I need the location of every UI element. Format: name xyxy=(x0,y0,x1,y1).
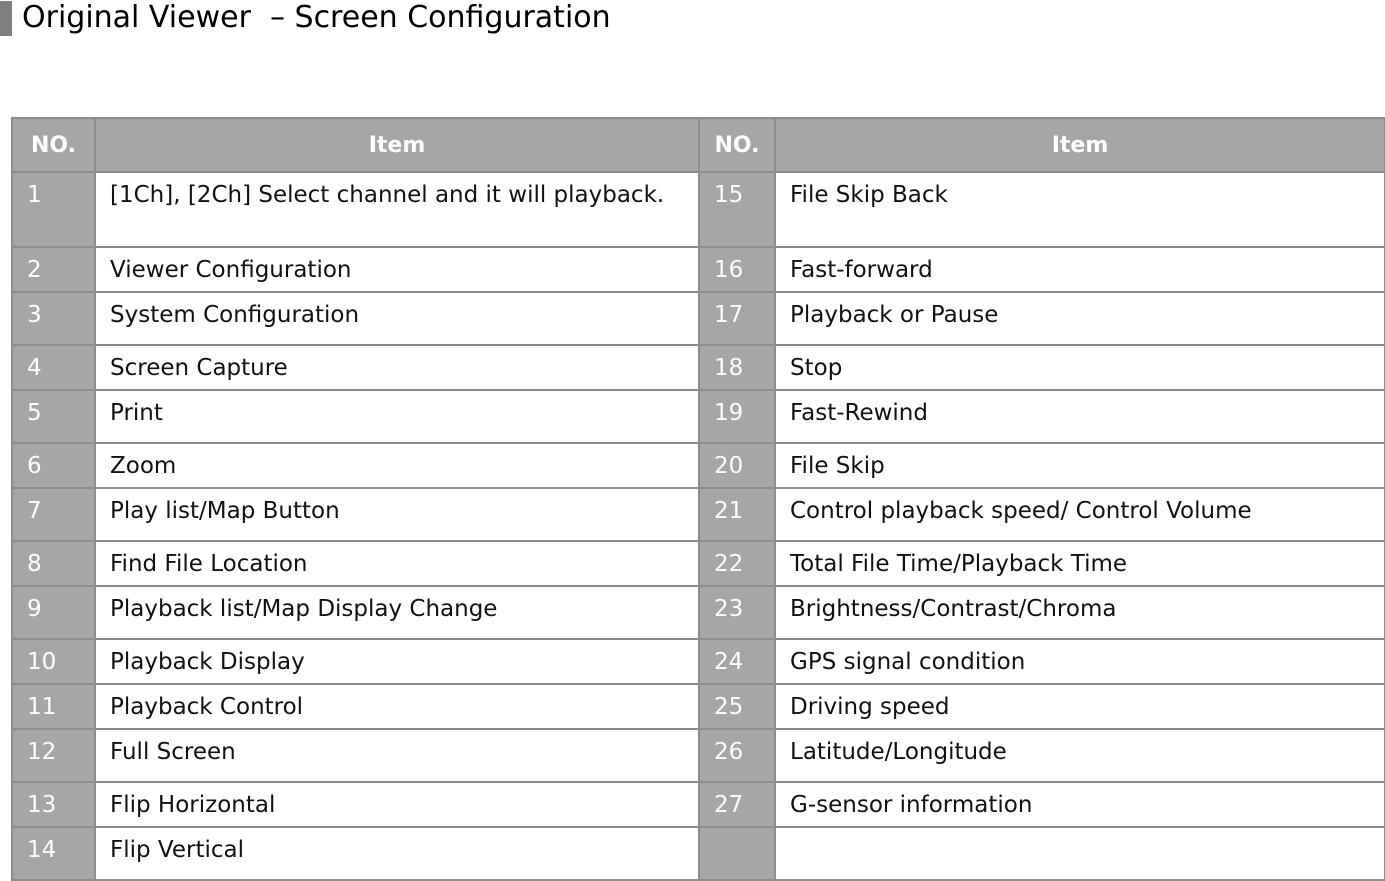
table-row xyxy=(12,390,1385,443)
row-item-right: File Skip xyxy=(790,453,885,479)
row-number-left-cell xyxy=(12,292,95,345)
row-number-left: 7 xyxy=(27,498,42,524)
row-number-left: 14 xyxy=(27,837,57,863)
row-number-left-cell xyxy=(12,827,95,880)
page-title-block xyxy=(0,0,611,36)
row-item-left-cell xyxy=(95,172,699,247)
row-item-right-cell xyxy=(775,443,1385,488)
row-item-left: Viewer Configuration xyxy=(110,257,352,283)
row-item-left: Print xyxy=(110,400,163,426)
row-number-right-cell xyxy=(699,443,775,488)
row-number-right-cell xyxy=(699,390,775,443)
header-item-right: Item xyxy=(775,118,1385,172)
row-item-left: Playback list/Map Display Change xyxy=(110,596,498,622)
row-number-right: 27 xyxy=(714,792,744,818)
row-number-right: 17 xyxy=(714,302,744,328)
row-number-right-cell xyxy=(699,729,775,782)
row-number-right-cell xyxy=(699,541,775,586)
row-item-right-cell xyxy=(775,827,1385,880)
title-accent-bar xyxy=(0,1,12,36)
row-item-left-cell xyxy=(95,345,699,390)
row-item-left: Zoom xyxy=(110,453,177,479)
row-item-right-cell xyxy=(775,172,1385,247)
row-item-left-cell xyxy=(95,247,699,292)
table-row xyxy=(12,172,1385,247)
row-number-left-cell xyxy=(12,639,95,684)
row-number-left: 11 xyxy=(27,694,57,720)
row-item-left-cell xyxy=(95,443,699,488)
row-item-left: Find File Location xyxy=(110,551,308,577)
row-number-left-cell xyxy=(12,729,95,782)
row-number-left: 4 xyxy=(27,355,42,381)
row-item-right: Fast-forward xyxy=(790,257,933,283)
row-number-right: 16 xyxy=(714,257,744,283)
row-number-left: 12 xyxy=(27,739,57,765)
row-number-right: 19 xyxy=(714,400,744,426)
row-item-right: Latitude/Longitude xyxy=(790,739,1007,765)
row-number-right: 15 xyxy=(714,182,744,208)
row-number-right: 22 xyxy=(714,551,744,577)
row-number-left: 13 xyxy=(27,792,57,818)
row-number-left-cell xyxy=(12,541,95,586)
row-number-right-cell xyxy=(699,782,775,827)
row-item-right: GPS signal condition xyxy=(790,649,1026,675)
row-item-right-cell xyxy=(775,639,1385,684)
row-item-right xyxy=(790,828,1384,837)
row-number-right: 25 xyxy=(714,694,744,720)
row-number-left-cell xyxy=(12,586,95,639)
row-item-left: Screen Capture xyxy=(110,355,288,381)
table-row xyxy=(12,684,1385,729)
row-item-right: File Skip Back xyxy=(790,182,948,208)
row-number-right: 26 xyxy=(714,739,744,765)
row-item-right-cell xyxy=(775,292,1385,345)
table-row xyxy=(12,292,1385,345)
row-item-right-cell xyxy=(775,729,1385,782)
row-item-right: Fast-Rewind xyxy=(790,400,928,426)
table-row xyxy=(12,782,1385,827)
row-item-left: Playback Control xyxy=(110,694,304,720)
table-row xyxy=(12,729,1385,782)
row-item-left-cell xyxy=(95,390,699,443)
row-item-left-cell xyxy=(95,684,699,729)
row-number-right-cell xyxy=(699,247,775,292)
row-number-right-cell xyxy=(699,292,775,345)
row-number-right-cell xyxy=(699,586,775,639)
row-item-right: Driving speed xyxy=(790,694,950,720)
row-item-left: Flip Vertical xyxy=(110,837,245,863)
row-number-right-cell xyxy=(699,172,775,247)
row-item-left: Playback Display xyxy=(110,649,305,675)
row-item-left-cell xyxy=(95,729,699,782)
row-number-right: 21 xyxy=(714,498,744,524)
row-number-right: 24 xyxy=(714,649,744,675)
row-item-left-cell xyxy=(95,488,699,541)
row-item-left: System Configuration xyxy=(110,302,360,328)
row-item-left: Flip Horizontal xyxy=(110,792,276,818)
row-number-left-cell xyxy=(12,443,95,488)
row-item-left-cell xyxy=(95,639,699,684)
row-number-right: 20 xyxy=(714,453,744,479)
row-number-left-cell xyxy=(12,345,95,390)
row-number-left: 8 xyxy=(27,551,42,577)
row-number-right-cell xyxy=(699,827,775,880)
row-number-left-cell xyxy=(12,488,95,541)
row-number-right-cell xyxy=(699,684,775,729)
row-item-right-cell xyxy=(775,247,1385,292)
table-row xyxy=(12,541,1385,586)
table-row xyxy=(12,639,1385,684)
row-item-left-cell xyxy=(95,292,699,345)
row-number-left-cell xyxy=(12,782,95,827)
table-row xyxy=(12,488,1385,541)
row-number-left-cell xyxy=(12,172,95,247)
row-item-right: Brightness/Contrast/Chroma xyxy=(790,596,1117,622)
row-number-left-cell xyxy=(12,247,95,292)
row-number-left-cell xyxy=(12,390,95,443)
row-number-left-cell xyxy=(12,684,95,729)
table-body xyxy=(12,172,1385,880)
row-number-left: 2 xyxy=(27,257,42,283)
table-row xyxy=(12,247,1385,292)
table-row xyxy=(12,443,1385,488)
row-number-right: 23 xyxy=(714,596,744,622)
row-number-right-cell xyxy=(699,488,775,541)
row-item-right-cell xyxy=(775,541,1385,586)
row-number-left: 6 xyxy=(27,453,42,479)
row-item-right: Playback or Pause xyxy=(790,302,999,328)
row-item-right: Stop xyxy=(790,355,843,381)
row-item-left: Full Screen xyxy=(110,739,236,765)
row-number-left: 10 xyxy=(27,649,57,675)
row-item-left-cell xyxy=(95,586,699,639)
row-item-left-cell xyxy=(95,541,699,586)
table-row xyxy=(12,586,1385,639)
row-item-left: Play list/Map Button xyxy=(110,498,340,524)
row-number-left: 9 xyxy=(27,596,42,622)
row-item-right-cell xyxy=(775,345,1385,390)
row-item-right-cell xyxy=(775,586,1385,639)
row-number-right-cell xyxy=(699,639,775,684)
row-item-right-cell xyxy=(775,390,1385,443)
screen-configuration-table xyxy=(11,117,1385,881)
row-item-right-cell xyxy=(775,488,1385,541)
row-item-right: Total File Time/Playback Time xyxy=(790,551,1128,577)
table-header-row xyxy=(12,118,1385,172)
page-title: Original Viewer – Screen Configuration xyxy=(22,0,611,35)
row-item-left: [1Ch], [2Ch] Select channel and it will playback. xyxy=(110,182,665,208)
header-no-left: NO. xyxy=(12,118,95,172)
row-item-right: G-sensor information xyxy=(790,792,1033,818)
header-no-right: NO. xyxy=(699,118,775,172)
row-item-right-cell xyxy=(775,684,1385,729)
row-number-right-cell xyxy=(699,345,775,390)
table-row xyxy=(12,345,1385,390)
row-number-left: 3 xyxy=(27,302,42,328)
row-number-left: 5 xyxy=(27,400,42,426)
header-item-left: Item xyxy=(95,118,699,172)
table-row xyxy=(12,827,1385,880)
row-item-right: Control playback speed/ Control Volume xyxy=(790,498,1252,524)
row-number-right: 18 xyxy=(714,355,744,381)
row-number-left: 1 xyxy=(27,182,42,208)
row-item-right-cell xyxy=(775,782,1385,827)
row-item-left-cell xyxy=(95,827,699,880)
row-item-left-cell xyxy=(95,782,699,827)
row-number-right xyxy=(714,828,774,837)
